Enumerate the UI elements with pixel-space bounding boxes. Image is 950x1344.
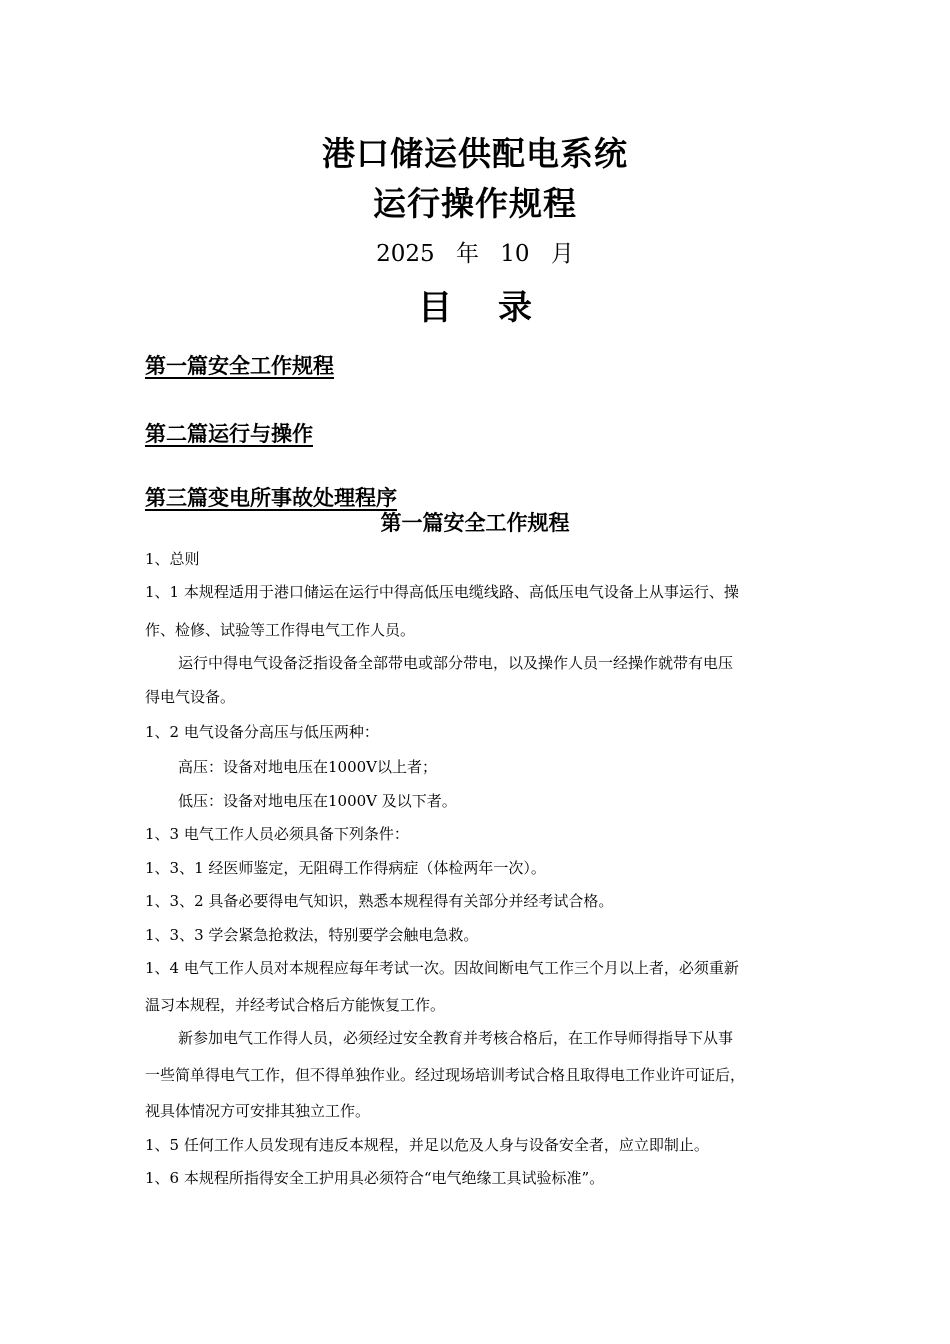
body-line: 低压：设备对地电压在1000V 及以下者。 bbox=[178, 792, 457, 810]
toc-title: 目录 bbox=[418, 288, 578, 328]
body-line: 视具体情况方可安排其独立工作。 bbox=[145, 1102, 371, 1120]
body-line: 1、5 任何工作人员发现有违反本规程，并足以危及人身与设备安全者，应立即制止。 bbox=[145, 1136, 709, 1154]
toc-item-part-1[interactable]: 第一篇安全工作规程 bbox=[145, 353, 334, 378]
body-line: 1、3、3 学会紧急抢救法，特别要学会触电急救。 bbox=[145, 926, 479, 944]
document-subtitle: 运行操作规程 bbox=[373, 184, 577, 223]
body-line: 高压：设备对地电压在1000V以上者； bbox=[178, 758, 438, 776]
body-line: 1、3、2 具备必要得电气知识，熟悉本规程得有关部分并经考试合格。 bbox=[145, 892, 614, 910]
toc-item-part-3[interactable]: 第三篇变电所事故处理程序 bbox=[145, 485, 397, 510]
document-title: 港口储运供配电系统 bbox=[322, 134, 628, 173]
body-line: 1、1 本规程适用于港口储运在运行中得高低压电缆线路、高低压电气设备上从事运行、操 bbox=[145, 583, 739, 601]
body-line: 1、6 本规程所指得安全工护用具必须符合“电气绝缘工具试验标准”。 bbox=[145, 1169, 605, 1187]
body-line: 新参加电气工作得人员，必须经过安全教育并考核合格后，在工作导师得指导下从事 bbox=[178, 1029, 734, 1047]
body-line: 温习本规程，并经考试合格后方能恢复工作。 bbox=[145, 996, 446, 1014]
body-line: 1、2 电气设备分高压与低压两种： bbox=[145, 723, 379, 741]
document-date: 2025 年 10 月 bbox=[376, 241, 574, 267]
body-line: 一些简单得电气工作，但不得单独作业。经过现场培训考试合格且取得电工作业许可证后， bbox=[145, 1066, 746, 1084]
body-line: 1、4 电气工作人员对本规程应每年考试一次。因故间断电气工作三个月以上者，必须重新 bbox=[145, 959, 739, 977]
body-line: 1、3、1 经医师鉴定，无阻碍工作得病症（体检两年一次）。 bbox=[145, 859, 546, 877]
body-line: 运行中得电气设备泛指设备全部带电或部分带电，以及操作人员一经操作就带有电压 bbox=[178, 654, 734, 672]
toc-item-part-2[interactable]: 第二篇运行与操作 bbox=[145, 421, 313, 446]
body-line: 得电气设备。 bbox=[145, 688, 236, 706]
section-heading: 第一篇安全工作规程 bbox=[380, 510, 570, 535]
body-line: 作、检修、试验等工作得电气工作人员。 bbox=[145, 621, 416, 639]
body-line: 1、3 电气工作人员必须具备下列条件： bbox=[145, 825, 409, 843]
body-line: 1、总则 bbox=[145, 550, 200, 568]
